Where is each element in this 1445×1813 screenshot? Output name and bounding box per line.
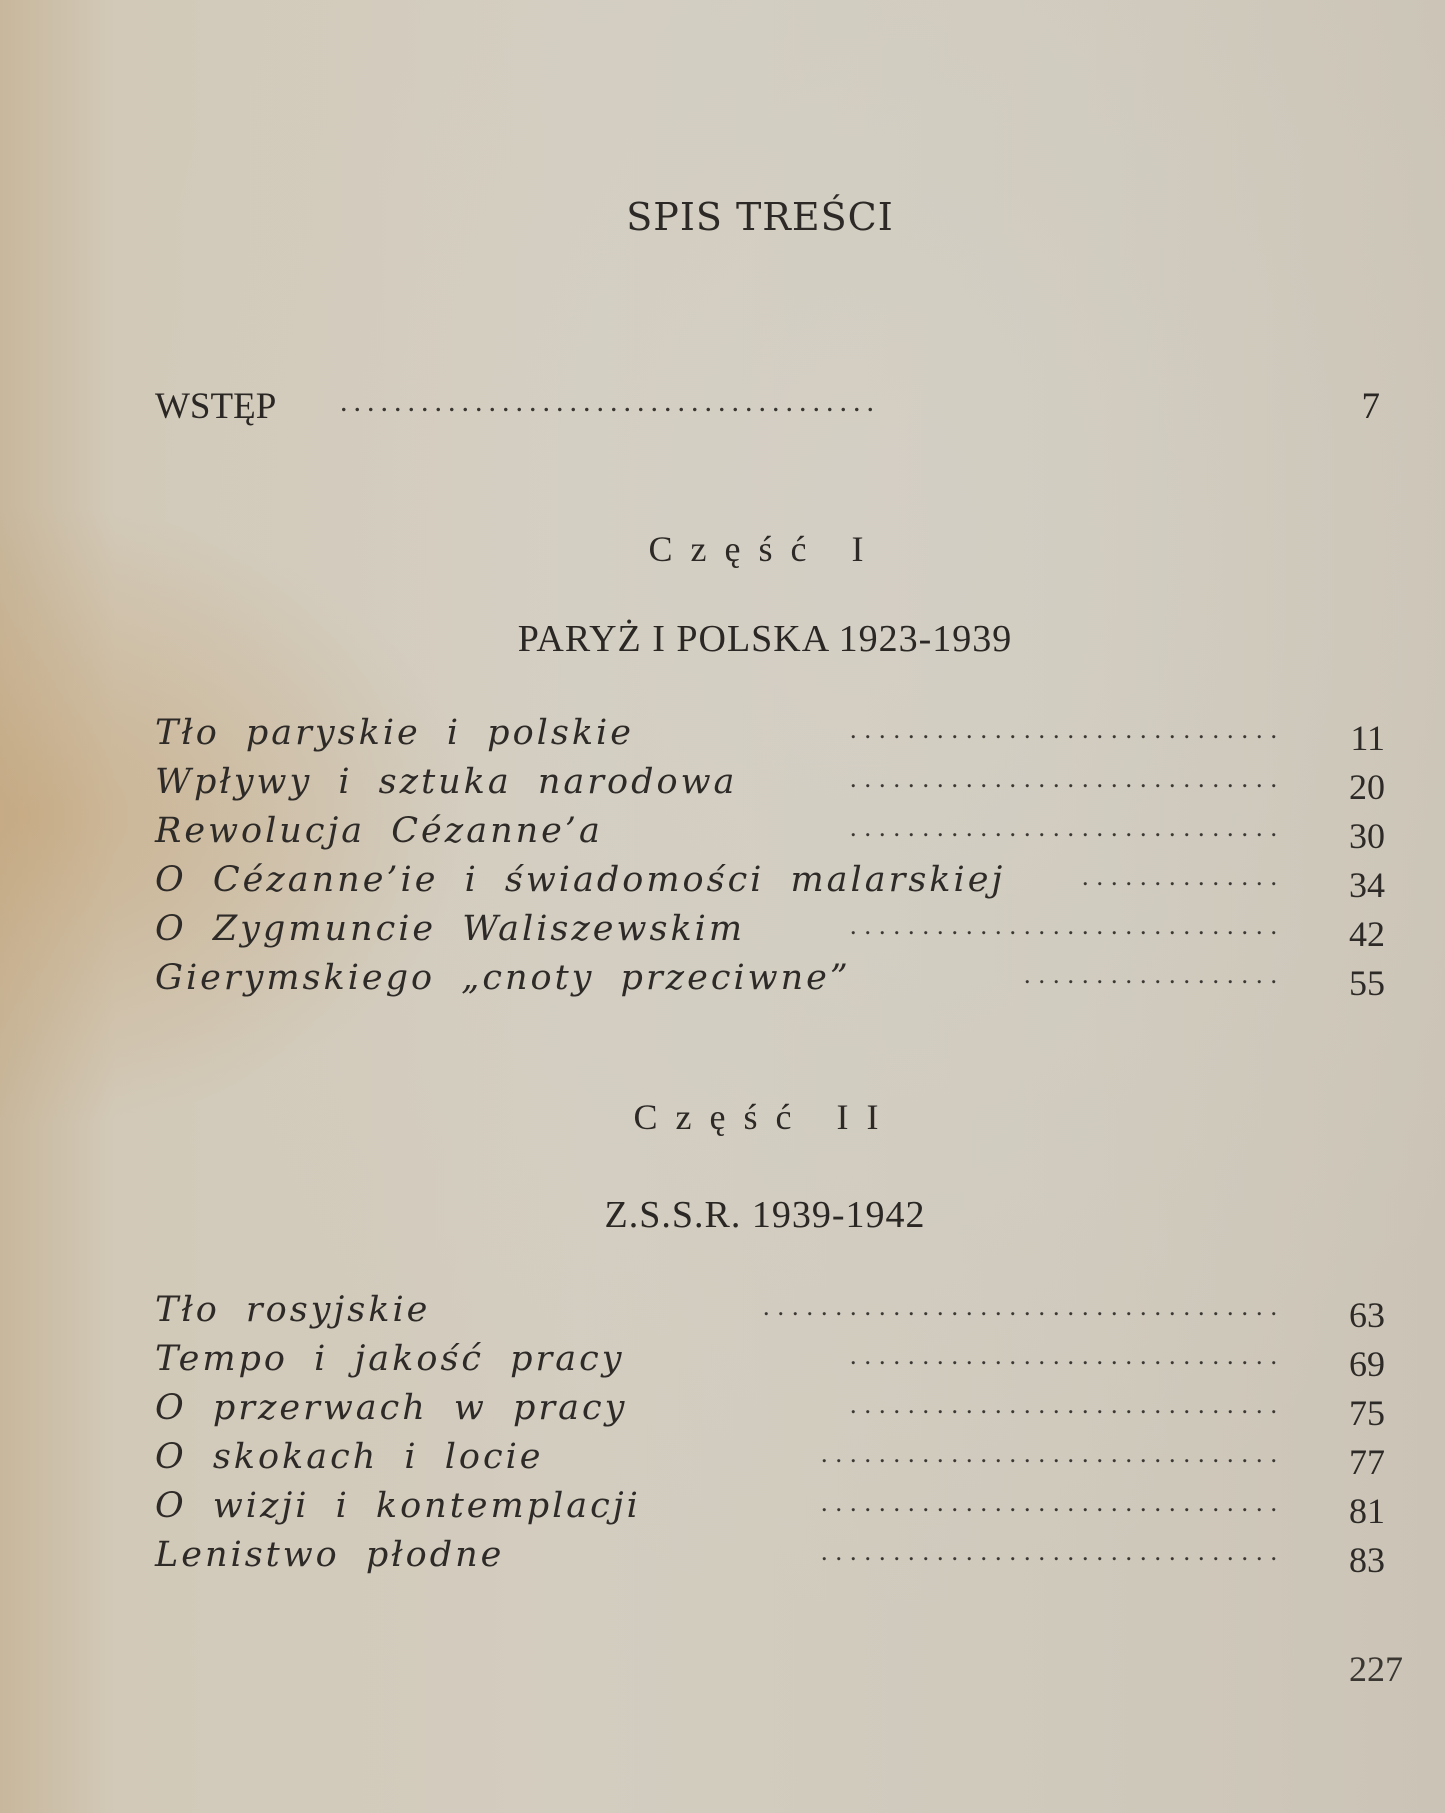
toc-entry [155,1339,1385,1388]
dot-leader: .............................. [850,1341,1285,1370]
toc-entry [155,1437,1385,1486]
toc-entry [155,958,1385,1007]
entry-title: Wpływy i sztuka narodowa [155,762,738,802]
toc-entry [155,811,1385,860]
toc-entry [155,1388,1385,1437]
toc-entry [155,1290,1385,1339]
entry-page-number: 63 [1349,1295,1385,1335]
entry-title: WSTĘP [155,386,277,427]
toc-section-part-2 [155,1290,1385,1584]
entry-title: Lenistwo płodne [155,1535,505,1575]
entry-title: Tempo i jakość pracy [155,1339,625,1379]
dot-leader: .............................. [850,1390,1285,1419]
dot-leader: .............................. [850,715,1285,744]
entry-title: O Zygmuncie Waliszewskim [155,909,746,949]
entry-page-number: 83 [1349,1540,1385,1580]
entry-page-number: 75 [1349,1393,1385,1433]
entry-title: Tło paryskie i polskie [155,713,634,753]
entry-page-number: 11 [1350,718,1385,758]
part-label: Część II [633,1097,897,1137]
dot-leader: .............................. [850,813,1285,842]
entry-title: Tło rosyjskie [155,1290,431,1330]
entry-title: O przerwach w pracy [155,1388,628,1428]
entry-page-number: 81 [1349,1491,1385,1531]
toc-entry [155,762,1385,811]
part-title: Z.S.S.R. 1939-1942 [604,1194,926,1236]
entry-page-number: 7 [1361,386,1380,427]
dot-leader: ................................ [821,1439,1285,1468]
entry-page-number: 20 [1349,767,1385,807]
dot-leader: ................................ [821,1537,1285,1566]
toc-entry [155,909,1385,958]
toc-entry [155,1535,1385,1584]
entry-page-number: 55 [1349,963,1385,1003]
dot-leader: .................................... [763,1292,1285,1321]
entry-title: Gierymskiego „cnoty przeciwne” [155,958,851,998]
toc-entry [155,860,1385,909]
toc-entry-intro [155,385,1380,435]
folio-page-number: 227 [1349,1649,1403,1689]
dot-leader: .............. [1082,862,1285,891]
part-label: Część I [648,529,882,569]
entry-page-number: 30 [1349,816,1385,856]
dot-leader: ................................ [821,1488,1285,1517]
page-title: SPIS TREŚCI [626,195,894,239]
toc-entry [155,713,1385,762]
entry-title: O skokach i locie [155,1437,544,1477]
entry-page-number: 77 [1349,1442,1385,1482]
dot-leader: ........................................ [340,385,880,418]
dot-leader: .............................. [850,764,1285,793]
entry-title: O Cézanne’ie i świadomości malarskiej [155,860,1006,900]
entry-title: O wizji i kontemplacji [155,1486,641,1526]
entry-page-number: 69 [1349,1344,1385,1384]
toc-entry [155,1486,1385,1535]
dot-leader: .................. [1024,960,1285,989]
part-title: PARYŻ I POLSKA 1923-1939 [517,618,1013,660]
toc-section-part-1 [155,713,1385,1007]
entry-page-number: 34 [1349,865,1385,905]
entry-title: Rewolucja Cézanne’a [155,811,603,851]
dot-leader: .............................. [850,911,1285,940]
entry-page-number: 42 [1349,914,1385,954]
